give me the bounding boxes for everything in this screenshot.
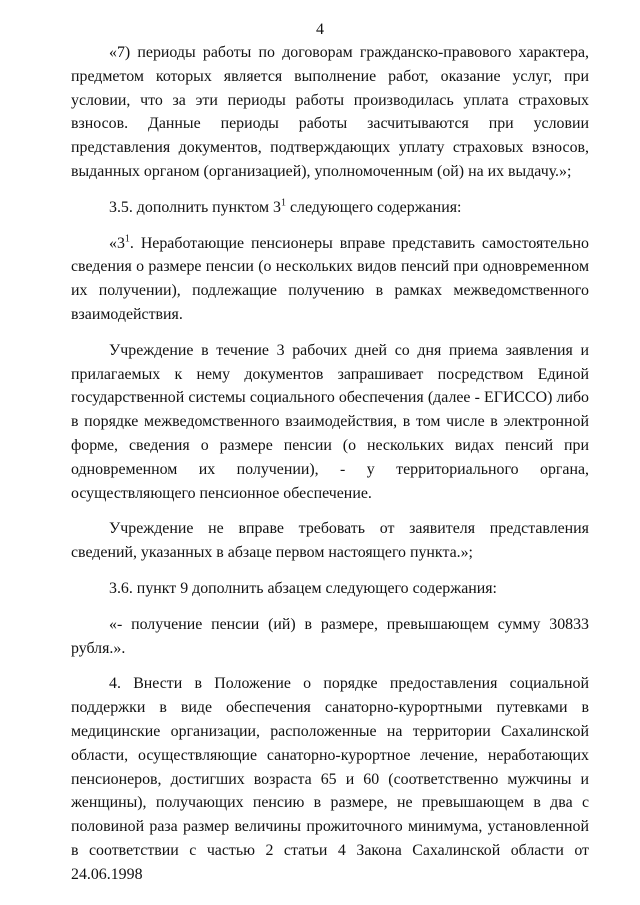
paragraph-institution-restriction: Учреждение не вправе требовать от заявителя представления сведений, указанных в абзаце первом настоящего пункта.»;: [71, 520, 589, 562]
paragraph-clause-3-5: [71, 196, 589, 220]
clause-3-5-text: 3.5. дополнить пунктом 3: [109, 198, 281, 216]
paragraph-institution-request: Учреждение в течение 3 рабочих дней со дня приема заявления и прилагаемых к нему документов запрашивает посредством Единой государственной системы социального обеспечения (далее - ЕГИССО) либо в порядке межведомственного взаимодействия, в том числе в электронной форме, сведения о размере пенсии (о нескольких видах пенсий при одновременном их получении), - у территориального органа, осуществляющего пенсионное обеспечение.: [71, 341, 589, 502]
superscript-marker: 1: [124, 233, 130, 245]
point-3-1-text: . Неработающие пенсионеры вправе представить самостоятельно сведения о размере пенсии (о нескольких видов пенсий при одновременном их получении), подлежащие получению в рамках межведомственного взаимодействия.: [71, 234, 589, 323]
paragraph-item-7: «7) периоды работы по договорам гражданско-правового характера, предметом которых является выполнение работ, оказание услуг, при условии, что за эти периоды работы производилась уплата страховых взносов. Данные периоды работы засчитываются при условии представления документов, подтверждающих уплату страховых взносов, выданных органом (организацией), уполномоченным (ой) на их выдачу.»;: [71, 44, 589, 180]
document-body: [71, 41, 589, 887]
paragraph-point-3-1: [71, 232, 589, 327]
paragraph-clause-3-6: 3.6. пункт 9 дополнить абзацем следующего содержания:: [109, 579, 497, 597]
paragraph-pension-amount: «- получение пенсии (ий) в размере, превышающем сумму 30833 рубля.».: [71, 615, 589, 657]
paragraph-section-4: 4. Внести в Положение о порядке предоставления социальной поддержки в виде обеспечения санаторно-курортными путевками в медицинские организации, расположенные на территории Сахалинской области, осуществляющие санаторно-курортное лечение, неработающих пенсионеров, достигших возраста 65 и 60 (соответственно мужчины и женщины), получающих пенсию в размере, не превышающем в два с половиной раза размер величины прожиточного минимума, установленной в соответствии с частью 2 статьи 4 Закона Сахалинской области от 24.06.1998: [71, 675, 589, 883]
page-number: 4: [316, 21, 324, 38]
clause-3-5-text-end: следующего содержания:: [286, 198, 462, 216]
point-3-1-prefix: «3: [109, 234, 125, 252]
superscript-marker: 1: [281, 197, 286, 209]
